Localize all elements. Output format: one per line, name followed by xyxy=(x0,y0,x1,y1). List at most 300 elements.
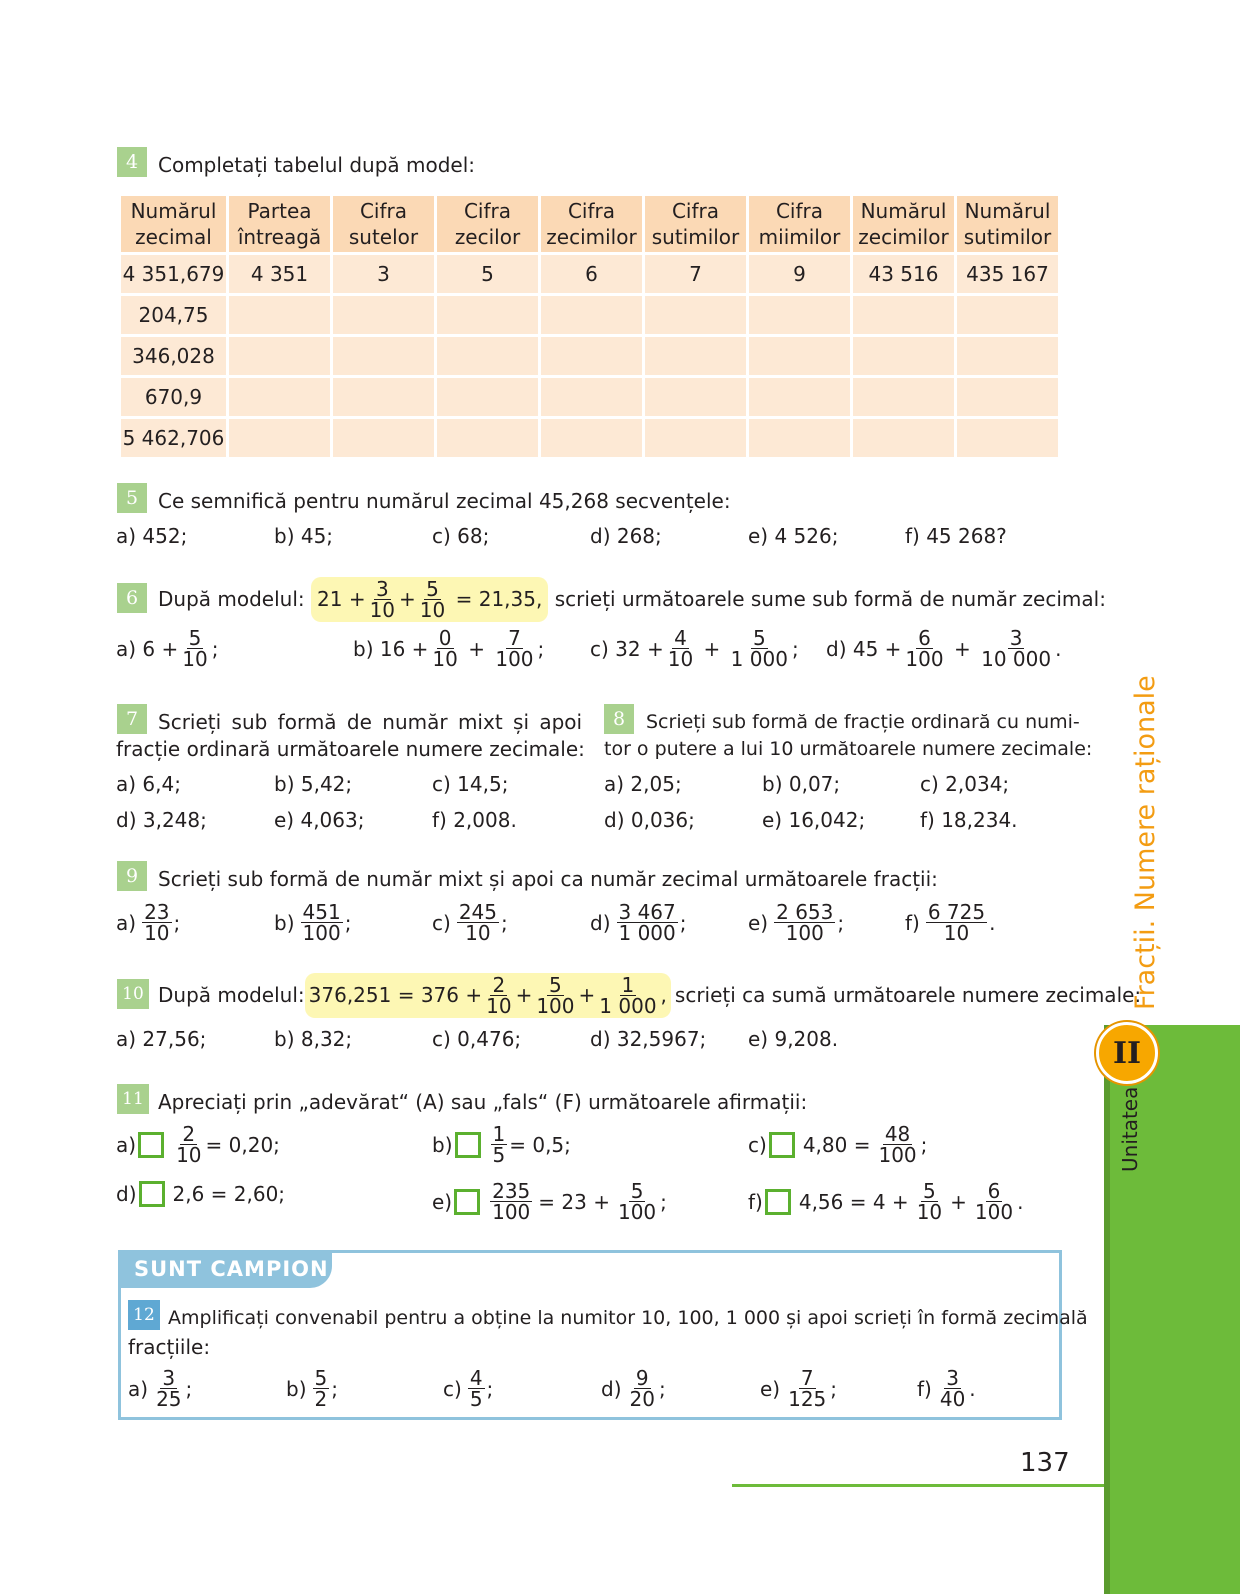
item-label: a) xyxy=(116,910,137,935)
ex9-item-d xyxy=(590,902,687,943)
ex10-item-c: c) 0,476; xyxy=(432,1027,522,1051)
denominator: 10 xyxy=(667,647,694,671)
item-pre: 2,6 = 2,60; xyxy=(172,1182,286,1206)
ex10-prefix: După modelul: xyxy=(158,983,305,1007)
ex12-item-d xyxy=(601,1368,666,1409)
fraction xyxy=(301,902,343,943)
denominator: 100 xyxy=(492,1200,531,1224)
item-end: ; xyxy=(679,910,687,935)
numerator: 5 xyxy=(630,1179,644,1203)
item-label: a) xyxy=(128,1376,149,1401)
item-rest: ; xyxy=(660,1189,667,1214)
ex8-item-c: c) 2,034; xyxy=(920,772,1010,796)
table-header-cell xyxy=(645,196,746,252)
item-label: d) xyxy=(590,910,611,935)
numerator: 5 xyxy=(426,576,439,601)
numerator: 1 xyxy=(621,972,635,997)
exercise-7-line-1: Scrieți sub formă de număr mixt și apoi xyxy=(158,710,583,734)
table-cell[interactable] xyxy=(749,378,850,416)
answer-checkbox[interactable] xyxy=(769,1132,795,1158)
denominator: 10 xyxy=(465,921,491,945)
fraction xyxy=(628,1368,657,1409)
item-rest: = 0,20; xyxy=(205,1132,280,1157)
table-header-cell xyxy=(853,196,954,252)
table-row xyxy=(121,255,1058,293)
table-cell[interactable] xyxy=(541,337,642,375)
exercise-number-10: 10 xyxy=(117,979,149,1009)
ex10-model-lhs: 376,251 = 376 + xyxy=(308,983,483,1007)
item-end: . xyxy=(1055,636,1062,661)
fraction xyxy=(979,628,1053,669)
fraction xyxy=(915,1181,944,1222)
table-cell[interactable] xyxy=(645,337,746,375)
table-header-cell xyxy=(121,196,226,252)
exercise-8-line-1: Scrieți sub formă de fracție ordinară cu numi- xyxy=(646,711,1080,733)
ex9-item-c xyxy=(432,902,508,943)
fraction xyxy=(490,1181,532,1222)
header-line: zecimal xyxy=(135,225,212,249)
header-line: zecimilor xyxy=(858,225,949,249)
numerator: 5 xyxy=(752,626,766,650)
unit-label: Unitatea xyxy=(1118,1086,1142,1172)
header-line: Numărul xyxy=(860,199,947,223)
item-rest: . xyxy=(1017,1189,1024,1214)
fraction xyxy=(597,972,658,1018)
item-end: ; xyxy=(791,636,799,661)
ex7-item-a: a) 6,4; xyxy=(116,772,181,796)
table-cell[interactable] xyxy=(853,419,954,457)
page-number: 137 xyxy=(1020,1448,1070,1478)
exercise-number-11: 11 xyxy=(117,1084,149,1114)
numerator: 5 xyxy=(923,1179,936,1203)
fraction xyxy=(174,1124,203,1165)
table-cell[interactable] xyxy=(645,419,746,457)
item-label: b) xyxy=(286,1376,307,1401)
header-line: Partea xyxy=(247,199,312,223)
header-line: Cifra xyxy=(775,199,824,223)
exercise-number-9: 9 xyxy=(117,861,147,891)
numerator: 23 xyxy=(144,900,170,924)
item-end: ; xyxy=(837,910,845,935)
unit-roman-badge: II xyxy=(1096,1022,1158,1084)
table-cell[interactable] xyxy=(541,296,642,334)
table-header-cell xyxy=(541,196,642,252)
numerator: 6 xyxy=(987,1179,1001,1203)
table-cell: 9 xyxy=(749,255,850,293)
numerator: 3 xyxy=(1009,626,1023,650)
table-cell[interactable] xyxy=(645,296,746,334)
sidebar-edge xyxy=(1104,1025,1110,1594)
item-label: c) 32 + xyxy=(590,636,664,661)
table-cell[interactable] xyxy=(853,337,954,375)
fraction xyxy=(774,902,835,943)
item-end: ; xyxy=(501,910,508,935)
numerator: 2 xyxy=(182,1122,196,1146)
ex9-item-a xyxy=(116,902,180,943)
decimal-number-cell: 204,75 xyxy=(121,296,226,334)
header-line: sutimilor xyxy=(963,225,1052,249)
decimal-number-cell: 346,028 xyxy=(121,337,226,375)
table-cell[interactable] xyxy=(541,419,642,457)
table-cell[interactable] xyxy=(437,378,538,416)
header-line: sutimilor xyxy=(651,225,740,249)
exercise-number-7: 7 xyxy=(117,704,147,734)
denominator: 100 xyxy=(905,647,944,671)
decimal-number-cell: 5 462,706 xyxy=(121,419,226,457)
table-cell: 4 351 xyxy=(229,255,330,293)
ex6-model-frac-1 xyxy=(368,576,397,622)
ex8-item-b: b) 0,07; xyxy=(762,772,841,796)
table-header-cell xyxy=(333,196,434,252)
ex11-item-a xyxy=(116,1124,280,1165)
ex8-item-e: e) 16,042; xyxy=(762,808,866,832)
table-cell: 3 xyxy=(333,255,434,293)
campion-tab: SUNT CAMPION xyxy=(118,1250,332,1288)
ex11-item-b xyxy=(432,1124,571,1165)
denominator: 5 xyxy=(469,1387,483,1411)
ex5-item-e: e) 4 526; xyxy=(748,524,839,548)
exercise-7-line-2: fracție ordinară următoarele numere zecimale: xyxy=(116,737,585,761)
unit-title: Fracții. Numere raționale xyxy=(1130,675,1161,1010)
exercise-number-12: 12 xyxy=(128,1300,160,1330)
item-label: f) xyxy=(905,910,920,935)
fraction xyxy=(484,972,513,1018)
exercise-12-line-2: fracțiile: xyxy=(128,1335,211,1359)
table-cell[interactable] xyxy=(749,419,850,457)
ex11-item-d xyxy=(116,1181,285,1207)
exercise-4-title: Completați tabelul după model: xyxy=(158,153,476,177)
ex10-model: 376,251 = 376 + $\frac{2}{10}$ + $\frac{5}{100}$ + $\frac{1}{1 000}$ , xyxy=(305,973,671,1018)
fraction xyxy=(926,902,987,943)
exercise-6-title xyxy=(158,575,1106,623)
item-label: d) xyxy=(601,1376,622,1401)
ex6-model-plus-2: + xyxy=(399,587,416,611)
denominator: 100 xyxy=(785,921,824,945)
table-row xyxy=(121,378,1058,416)
item-mid: + xyxy=(950,1189,967,1214)
table-cell: 435 167 xyxy=(957,255,1058,293)
answer-checkbox[interactable] xyxy=(765,1189,791,1215)
denominator: 100 xyxy=(302,921,341,945)
answer-checkbox[interactable] xyxy=(455,1132,481,1158)
numerator: 245 xyxy=(458,900,497,924)
exercise-number-8: 8 xyxy=(604,704,634,734)
ex5-item-a: a) 452; xyxy=(116,524,188,548)
fraction xyxy=(616,1181,658,1222)
item-label: e) xyxy=(760,1376,781,1401)
denominator: 25 xyxy=(156,1387,182,1411)
numerator: 6 725 xyxy=(927,900,986,924)
table-cell[interactable] xyxy=(333,419,434,457)
decimal-number-cell: 4 351,679 xyxy=(121,255,226,293)
item-end: ; xyxy=(486,1376,494,1401)
numerator: 451 xyxy=(302,900,341,924)
ex6-item-a xyxy=(116,628,218,669)
ex7-item-c: c) 14,5; xyxy=(432,772,509,796)
denominator: 10 000 xyxy=(981,647,1052,671)
numerator: 5 xyxy=(314,1366,328,1390)
item-label: c) xyxy=(432,910,451,935)
page-rule xyxy=(732,1484,1104,1487)
decimal-number-cell: 670,9 xyxy=(121,378,226,416)
answer-checkbox[interactable] xyxy=(139,1181,165,1207)
table-cell[interactable] xyxy=(229,337,330,375)
item-rest: = 0,5; xyxy=(509,1132,571,1157)
ex6-model-plus: + xyxy=(348,587,366,611)
ex6-prefix: După modelul: xyxy=(158,587,305,611)
numerator: 3 xyxy=(162,1366,176,1390)
denominator: 10 xyxy=(176,1143,202,1167)
fraction xyxy=(973,1181,1015,1222)
ex7-item-b: b) 5,42; xyxy=(274,772,353,796)
exercise-9-title: Scrieți sub formă de număr mixt și apoi ca număr zecimal următoarele fracții: xyxy=(158,867,938,891)
answer-checkbox[interactable] xyxy=(138,1132,164,1158)
ex10-item-b: b) 8,32; xyxy=(274,1027,353,1051)
table-header-cell xyxy=(229,196,330,252)
table-row xyxy=(121,337,1058,375)
exercise-number-5: 5 xyxy=(117,483,147,513)
item-rest: ; xyxy=(920,1132,928,1157)
fraction xyxy=(666,628,695,669)
table-cell[interactable] xyxy=(333,337,434,375)
numerator: 2 xyxy=(492,972,506,997)
ex11-item-e xyxy=(432,1181,667,1222)
numerator: 9 xyxy=(635,1366,649,1390)
ex6-item-c: c) 32 + $\frac{4}{10}$ + $\frac{5}{1 000}$ ; xyxy=(590,626,799,671)
ex12-item-f xyxy=(917,1368,976,1409)
table-cell[interactable] xyxy=(749,296,850,334)
header-line: zecilor xyxy=(454,225,521,249)
denominator: 1 000 xyxy=(730,647,788,671)
answer-checkbox[interactable] xyxy=(454,1189,480,1215)
denominator: 100 xyxy=(974,1200,1014,1224)
fraction xyxy=(180,628,209,669)
table-cell[interactable] xyxy=(749,337,850,375)
header-line: miimilor xyxy=(758,225,841,249)
denominator: 10 xyxy=(182,647,208,671)
item-end: ; xyxy=(830,1376,838,1401)
fraction xyxy=(154,1368,183,1409)
item-end: ; xyxy=(173,910,181,935)
table-cell[interactable] xyxy=(437,296,538,334)
item-pre: 4,56 = 4 + xyxy=(798,1189,909,1214)
denominator: 10 xyxy=(486,993,512,1018)
ex6-item-d: d) 45 + $\frac{6}{100}$ + $\frac{3}{10 000}$ . xyxy=(826,626,1062,671)
fraction xyxy=(491,1124,508,1165)
item-label: d) 45 + xyxy=(826,636,902,661)
ex6-item-b: b) 16 + $\frac{0}{10}$ + $\frac{7}{100}$ ; xyxy=(353,626,545,671)
denominator: 10 xyxy=(419,597,446,622)
ex11-item-c xyxy=(748,1124,927,1165)
table-cell[interactable] xyxy=(437,419,538,457)
denominator: 10 xyxy=(943,921,970,945)
item-end: ; xyxy=(537,636,545,661)
table-header-cell xyxy=(749,196,850,252)
ex12-item-a xyxy=(128,1368,192,1409)
item-mid: = 23 + xyxy=(538,1189,610,1214)
denominator: 10 xyxy=(369,597,396,622)
item-label: b) xyxy=(274,910,295,935)
exercise-number-4: 4 xyxy=(117,147,147,177)
item-label: e) xyxy=(432,1189,453,1214)
fraction xyxy=(534,972,576,1018)
denominator: 10 xyxy=(916,1200,943,1224)
numerator: 48 xyxy=(884,1122,911,1146)
table-cell: 6 xyxy=(541,255,642,293)
table-header-cell xyxy=(437,196,538,252)
item-label: c) xyxy=(748,1132,767,1157)
table-row xyxy=(121,419,1058,457)
header-line: întreagă xyxy=(237,225,322,249)
denominator: 1 000 xyxy=(599,993,657,1018)
item-label: f) xyxy=(917,1376,932,1401)
fraction xyxy=(876,1124,918,1165)
table-cell[interactable] xyxy=(957,419,1058,457)
exercise-10-title xyxy=(158,971,1141,1019)
header-line: Cifra xyxy=(671,199,720,223)
item-end: ; xyxy=(344,910,352,935)
numerator: 235 xyxy=(492,1179,531,1203)
fraction xyxy=(142,902,171,943)
ex6-model-frac-2 xyxy=(418,576,447,622)
fraction xyxy=(468,1368,485,1409)
table-cell[interactable] xyxy=(333,296,434,334)
numerator: 2 653 xyxy=(776,900,834,924)
numerator: 5 xyxy=(188,626,202,650)
denominator: 5 xyxy=(492,1143,506,1167)
ex12-item-e xyxy=(760,1368,837,1409)
ex7-item-e: e) 4,063; xyxy=(274,808,365,832)
ex10-item-a: a) 27,56; xyxy=(116,1027,207,1051)
ex6-model-result: = 21,35, xyxy=(455,587,543,611)
item-label: e) xyxy=(748,910,769,935)
table-cell[interactable] xyxy=(853,296,954,334)
numerator: 4 xyxy=(674,626,687,650)
numerator: 4 xyxy=(469,1366,483,1390)
fraction xyxy=(786,1368,828,1409)
ex10-model-end: , xyxy=(660,983,667,1007)
exercise-11-title: Apreciați prin „adevărat“ (A) sau „fals“ (F) următoarele afirmații: xyxy=(158,1090,808,1114)
table-cell: 5 xyxy=(437,255,538,293)
ex9-item-e xyxy=(748,902,844,943)
item-end: ; xyxy=(658,1376,666,1401)
denominator: 2 xyxy=(314,1387,328,1411)
item-label: b) xyxy=(432,1132,453,1157)
item-label: b) 16 + xyxy=(353,636,429,661)
header-line: sutelor xyxy=(348,225,419,249)
table-cell[interactable] xyxy=(333,378,434,416)
ex8-item-d: d) 0,036; xyxy=(604,808,695,832)
denominator: 100 xyxy=(878,1143,917,1167)
numerator: 7 xyxy=(800,1366,814,1390)
table-cell[interactable] xyxy=(229,296,330,334)
ex10-suffix: scrieți ca sumă următoarele numere zecimale: xyxy=(674,983,1142,1007)
table-header-cell xyxy=(957,196,1058,252)
fraction xyxy=(938,1368,967,1409)
numerator: 3 xyxy=(375,576,389,601)
decimal-table xyxy=(118,193,1061,460)
ex10-item-e: e) 9,208. xyxy=(748,1027,839,1051)
numerator: 6 xyxy=(918,626,931,650)
exercise-5-title: Ce semnifică pentru numărul zecimal 45,268 secvențele: xyxy=(158,489,731,513)
table-cell[interactable] xyxy=(541,378,642,416)
exercise-8-line-2: tor o putere a lui 10 următoarele numere zecimale: xyxy=(604,738,1093,760)
table-cell[interactable] xyxy=(957,296,1058,334)
ex9-item-b xyxy=(274,902,351,943)
ex12-item-c xyxy=(443,1368,493,1409)
header-line: Cifra xyxy=(463,199,512,223)
table-cell[interactable] xyxy=(853,378,954,416)
table-cell[interactable] xyxy=(437,337,538,375)
ex7-item-f: f) 2,008. xyxy=(432,808,517,832)
denominator: 20 xyxy=(629,1387,655,1411)
table-cell: 43 516 xyxy=(853,255,954,293)
denominator: 125 xyxy=(788,1387,827,1411)
ex6-model xyxy=(311,577,548,622)
item-pre: 4,80 = xyxy=(802,1132,871,1157)
item-end: ; xyxy=(331,1376,338,1401)
ex6-suffix: scrieți următoarele sume sub formă de număr zecimal: xyxy=(554,587,1106,611)
ex12-item-b xyxy=(286,1368,338,1409)
ex10-item-d: d) 32,5967; xyxy=(590,1027,707,1051)
denominator: 10 xyxy=(144,921,170,945)
header-line: zecimilor xyxy=(546,225,637,249)
item-end: ; xyxy=(211,636,219,661)
numerator: 7 xyxy=(508,626,521,650)
exercise-12-line-1: Amplificați convenabil pentru a obține la numitor 10, 100, 1 000 și apoi scrieți în formă zecimală xyxy=(168,1307,1088,1329)
item-label: f) xyxy=(748,1189,763,1214)
denominator: 40 xyxy=(939,1387,966,1411)
denominator: 100 xyxy=(536,993,575,1018)
denominator: 10 xyxy=(432,647,458,671)
header-line: Numărul xyxy=(130,199,217,223)
table-cell[interactable] xyxy=(957,378,1058,416)
exercise-number-6: 6 xyxy=(117,583,147,613)
numerator: 3 467 xyxy=(618,900,676,924)
table-row xyxy=(121,296,1058,334)
table-cell: 7 xyxy=(645,255,746,293)
ex5-item-c: c) 68; xyxy=(432,524,490,548)
ex8-item-a: a) 2,05; xyxy=(604,772,682,796)
fraction xyxy=(457,902,499,943)
item-end: ; xyxy=(185,1376,193,1401)
numerator: 3 xyxy=(946,1366,959,1390)
header-line: Cifra xyxy=(567,199,616,223)
header-line: Numărul xyxy=(964,199,1051,223)
header-line: Cifra xyxy=(359,199,408,223)
table-cell[interactable] xyxy=(229,419,330,457)
fraction xyxy=(430,628,459,669)
table-cell[interactable] xyxy=(645,378,746,416)
denominator: 100 xyxy=(495,647,534,671)
item-label: c) xyxy=(443,1376,462,1401)
item-end: . xyxy=(969,1376,976,1401)
item-label: a) 6 + xyxy=(116,636,179,661)
numerator: 5 xyxy=(549,972,562,997)
ex9-item-f xyxy=(905,902,995,943)
fraction xyxy=(313,1368,330,1409)
fraction xyxy=(493,628,535,669)
numerator: 0 xyxy=(438,626,452,650)
table-cell[interactable] xyxy=(957,337,1058,375)
item-end: . xyxy=(989,910,996,935)
item-label: d) xyxy=(116,1182,137,1206)
ex8-item-f: f) 18,234. xyxy=(920,808,1018,832)
ex11-item-f xyxy=(748,1181,1023,1222)
fraction xyxy=(729,628,790,669)
fraction xyxy=(903,628,945,669)
table-cell[interactable] xyxy=(229,378,330,416)
